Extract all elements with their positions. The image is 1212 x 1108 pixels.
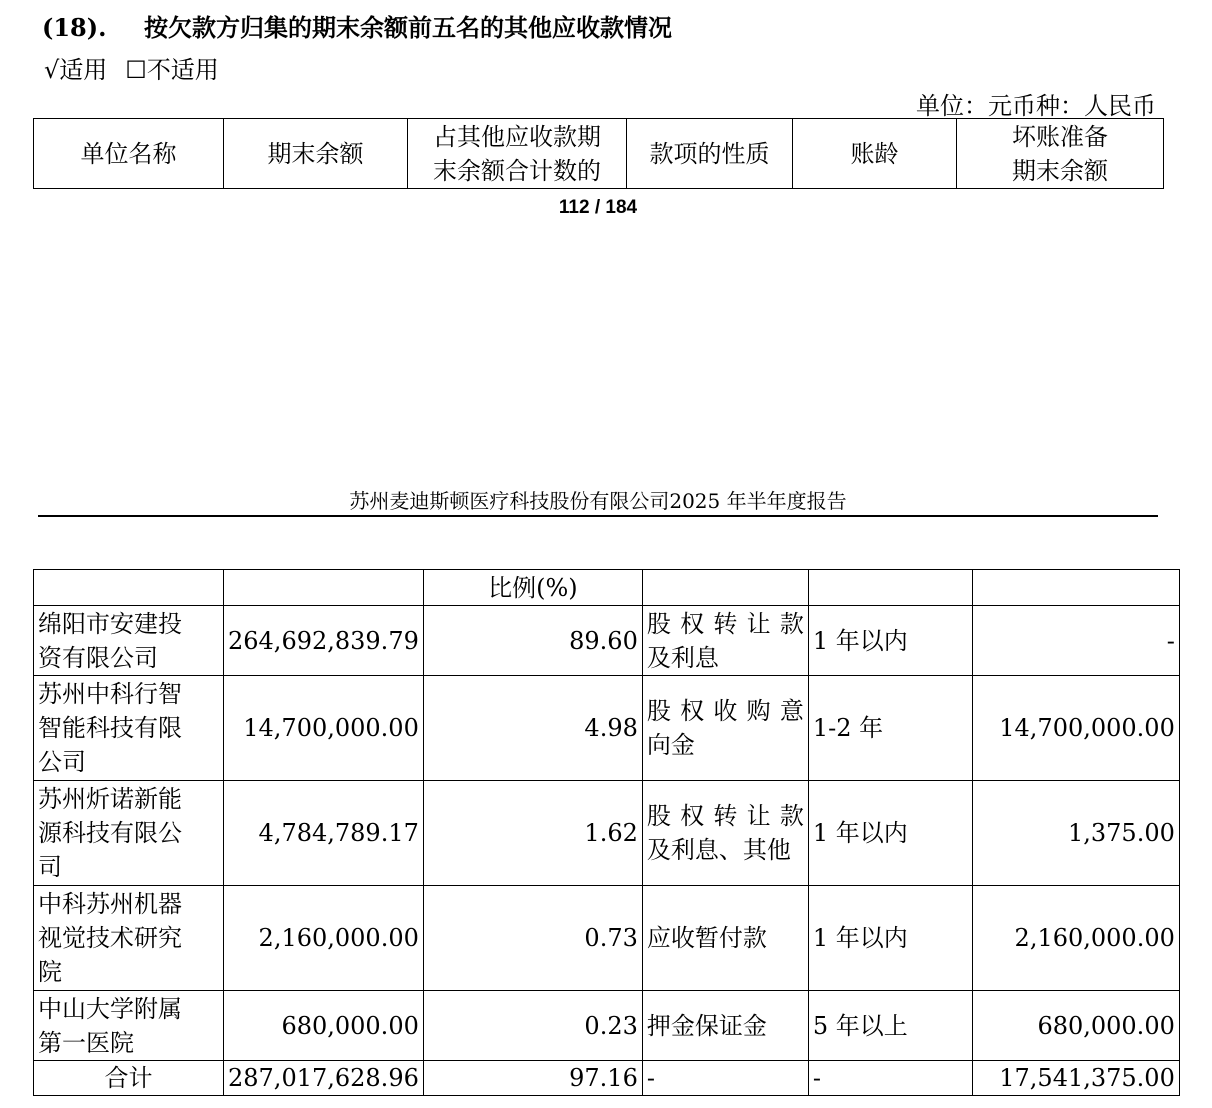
row-nature: 股权转让款 及利息: [642, 606, 808, 676]
header-nature: 款项的性质: [627, 119, 793, 189]
total-balance: 287,017,628.96: [224, 1061, 424, 1096]
total-aging: -: [808, 1061, 972, 1096]
row-balance: 680,000.00: [224, 991, 424, 1061]
table-row: [34, 606, 1180, 676]
section-title: 按欠款方归集的期末余额前五名的其他应收款情况: [144, 13, 672, 42]
table-row: [34, 676, 1180, 781]
row-nature: 押金保证金: [642, 991, 808, 1061]
receivables-table-header: [33, 118, 1164, 189]
row-name: 绵阳市安建投 资有限公司: [34, 606, 224, 676]
receivables-table: [33, 569, 1180, 1096]
row-name: 苏州炘诺新能 源科技有限公 司: [34, 781, 224, 886]
total-allowance: 17,541,375.00: [972, 1061, 1179, 1096]
table-row: [34, 886, 1180, 991]
applies-check-icon: √: [44, 56, 60, 84]
row-ratio: 0.23: [423, 991, 642, 1061]
not-applies-label: 不适用: [146, 56, 219, 84]
table-row: [34, 781, 1180, 886]
row-aging: 1 年以内: [808, 886, 972, 991]
report-title: 苏州麦迪斯顿医疗科技股份有限公司2025 年半年度报告: [349, 489, 847, 513]
row-allowance: 2,160,000.00: [972, 886, 1179, 991]
total-row: [34, 1061, 1180, 1096]
total-label: 合计: [34, 1061, 224, 1096]
row-aging: 1 年以内: [808, 606, 972, 676]
row-ratio: 4.98: [423, 676, 642, 781]
not-applies-box-icon: ☐: [125, 56, 147, 84]
row-balance: 2,160,000.00: [224, 886, 424, 991]
section-number: (18).: [42, 13, 107, 42]
total-nature: -: [642, 1061, 808, 1096]
unit-currency-line: 单位：元币种：人民币: [916, 92, 1156, 120]
header-aging: 账龄: [793, 119, 957, 189]
row-aging: 1 年以内: [808, 781, 972, 886]
row-ratio: 0.73: [423, 886, 642, 991]
row-balance: 14,700,000.00: [224, 676, 424, 781]
header-name: 单位名称: [34, 119, 224, 189]
row-allowance: 1,375.00: [972, 781, 1179, 886]
header-ratio: [408, 119, 627, 189]
header-allowance: [957, 119, 1164, 189]
row-allowance: 14,700,000.00: [972, 676, 1179, 781]
row-aging: 1-2 年: [808, 676, 972, 781]
header-balance: 期末余额: [224, 119, 408, 189]
row-name: 苏州中科行智 智能科技有限 公司: [34, 676, 224, 781]
row-aging: 5 年以上: [808, 991, 972, 1061]
row-allowance: 680,000.00: [972, 991, 1179, 1061]
row-ratio: 89.60: [423, 606, 642, 676]
row-nature: 股权收购意 向金: [642, 676, 808, 781]
total-ratio: 97.16: [423, 1061, 642, 1096]
row-name: 中山大学附属 第一医院: [34, 991, 224, 1061]
page-number: 112 / 184: [558, 197, 638, 218]
header-ratio-line1: 占其他应收款期: [433, 122, 601, 151]
row-nature: 应收暂付款: [642, 886, 808, 991]
row-nature: 股权转让款 及利息、其他: [642, 781, 808, 886]
row-ratio: 1.62: [423, 781, 642, 886]
header-continuation-row: [34, 570, 1180, 606]
applies-label: 适用: [59, 56, 108, 84]
applicability-options: [44, 50, 219, 85]
row-name: 中科苏州机器 视觉技术研究 院: [34, 886, 224, 991]
table-row: [34, 991, 1180, 1061]
header-allowance-line2: 期末余额: [1012, 156, 1108, 185]
header-ratio-line3: 比例(%): [423, 570, 642, 606]
row-balance: 4,784,789.17: [224, 781, 424, 886]
row-allowance: -: [972, 606, 1179, 676]
header-rule: [38, 515, 1158, 517]
header-ratio-line2: 末余额合计数的: [433, 156, 601, 185]
row-balance: 264,692,839.79: [224, 606, 424, 676]
header-allowance-line1: 坏账准备: [1012, 122, 1108, 151]
section-heading: [42, 8, 672, 43]
